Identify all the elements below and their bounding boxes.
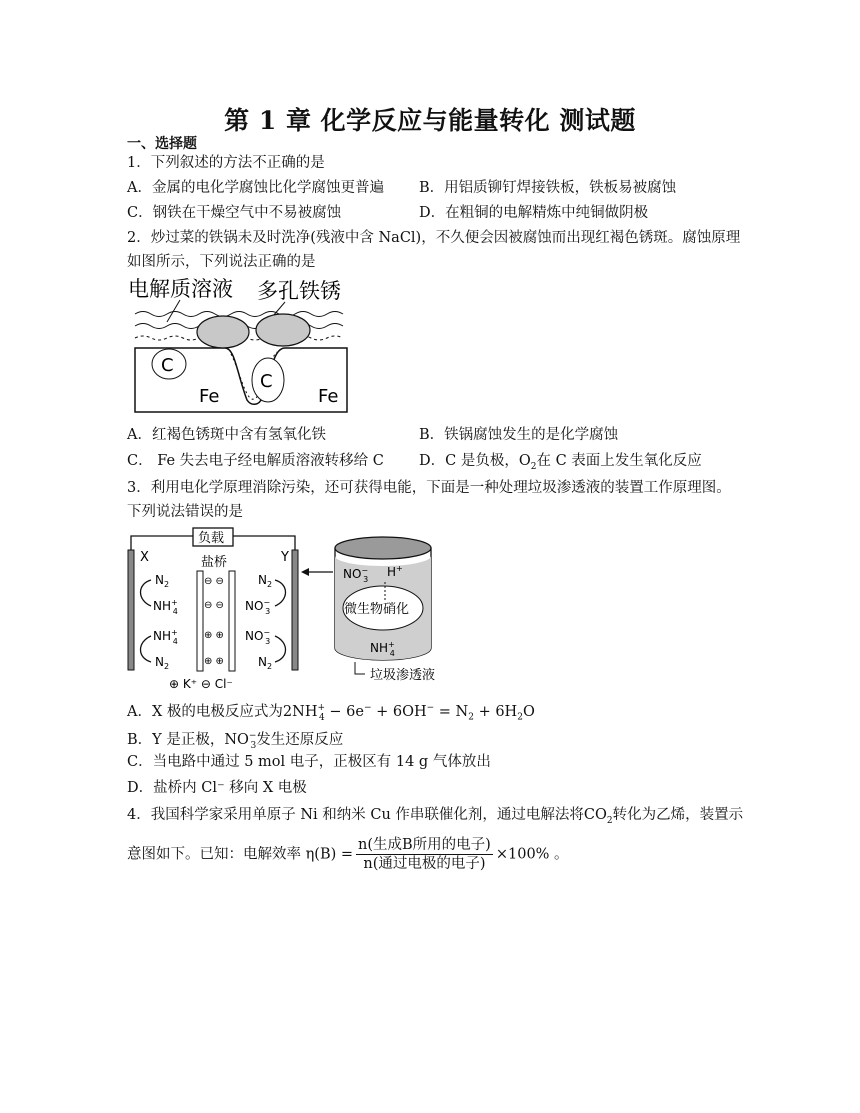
fig-load-label: 负载 — [198, 531, 225, 546]
fig-leachate-label: 垃圾渗透液 — [370, 668, 436, 683]
svg-text:⊕ ⊕: ⊕ ⊕ — [204, 656, 224, 667]
q2-stem-line2: 如图所示，下列说法正确的是 — [127, 254, 316, 270]
fig-y-label: Y — [281, 550, 289, 565]
efficiency-fraction: $\frac{\text{n(生成B所用的电子)}}{\text{n(通过电极的电子)}}$ — [358, 837, 491, 872]
fig-microbe-label: 微生物硝化 — [344, 602, 410, 617]
q2-option-d: D．C 是负极，$O_2$在 C 表面上发生氧化反应 — [419, 453, 702, 472]
q1-option-b: B．用铝质铆钉焊接铁板，铁板易被腐蚀 — [419, 180, 677, 196]
fig-ions-label: ⊕ K⁺ ⊖ Cl⁻ — [169, 677, 233, 691]
svg-text:⊖ ⊖: ⊖ ⊖ — [204, 600, 224, 611]
fig-fe-label-1: Fe — [199, 386, 220, 407]
svg-text:N2: $N_2$ — [155, 573, 170, 589]
fig-c-label-1: C — [161, 355, 174, 376]
svg-text:N2: $N_2$ — [155, 655, 170, 671]
fig-label-rust: 多孔铁锈 — [257, 279, 341, 303]
q2-corrosion-figure — [125, 274, 355, 419]
svg-text:NO−3: NO− 3 — [245, 628, 271, 646]
fig-saltbridge-label: 盐桥 — [201, 555, 228, 570]
page-title: 第 1 章 化学反应与能量转化 测试题 — [224, 106, 636, 135]
q3-stem-line1: 3．利用电化学原理消除污染，还可获得电能，下面是一种处理垃圾渗透液的装置工作原理图。 — [127, 480, 731, 496]
q1-option-d: D．在粗铜的电解精炼中纯铜做阴极 — [419, 205, 649, 221]
q2-option-c: C． Fe 失去电子经电解质溶液转移给 C — [127, 453, 384, 469]
q3-option-a: A．X 极的电极反应式为$2NH^+_4 - 6e^- + 6OH^- = N_2 + 6H_2O$ — [127, 703, 535, 723]
q2-stem-line1: 2．炒过菜的铁锅未及时洗净(残液中含 NaCl)，不久便会因被腐蚀而出现红褐色锈斑。腐蚀原理 — [127, 230, 741, 246]
svg-text:⊕ ⊕: ⊕ ⊕ — [204, 630, 224, 641]
q1-option-c: C．钢铁在干燥空气中不易被腐蚀 — [127, 205, 342, 221]
q2-option-b: B．铁锅腐蚀发生的是化学腐蚀 — [419, 427, 619, 443]
q2-option-a: A．红褐色锈斑中含有氢氧化铁 — [127, 427, 326, 443]
section-heading: 一、选择题 — [127, 136, 197, 152]
q3-option-d: D．盐桥内 Cl⁻ 移向 X 电极 — [127, 780, 307, 796]
fig-label-electrolyte: 电解质溶液 — [128, 277, 233, 301]
svg-text:NH+4: NH+ 4 — [153, 598, 178, 616]
svg-text:⊖ ⊖: ⊖ ⊖ — [204, 576, 224, 587]
svg-text:NO−3: NO− 3 — [343, 566, 369, 584]
svg-text:NO−3: NO− 3 — [245, 598, 271, 616]
fig-fe-label-2: Fe — [318, 386, 339, 407]
svg-text:N2: $N_2$ — [258, 655, 273, 671]
q3-stem-line2: 下列说法错误的是 — [127, 504, 243, 520]
fig-x-label: X — [140, 550, 149, 565]
q3-option-c: C．当电路中通过 5 mol 电子，正极区有 14 g 气体放出 — [127, 754, 491, 770]
q3-option-b: B．Y 是正极，$NO^-_3$发生还原反应 — [127, 731, 344, 751]
svg-text:N2: $N_2$ — [258, 573, 273, 589]
q4-stem-line2: 意图如下。已知：电解效率 η(B) = $\frac{\text{n(生成B所用的电子)}}{\text{n(通过电极的电子)}}$ ×100% 。 — [127, 837, 569, 872]
svg-text:NH+4: NH+ 4 — [370, 640, 395, 658]
svg-text:H+: H+ — [387, 564, 403, 579]
q1-option-a: A．金属的电化学腐蚀比化学腐蚀更普遍 — [127, 180, 384, 196]
q4-stem-line1: 4．我国科学家采用单原子 Ni 和纳米 Cu 作串联催化剂，通过电解法将$CO_2$转化为乙烯，装置示 — [127, 807, 744, 826]
q1-stem: 1．下列叙述的方法不正确的是 — [127, 155, 325, 171]
fig-c-label-2: C — [260, 371, 273, 392]
q3-cell-figure — [125, 526, 465, 691]
svg-text:NH+4: NH+ 4 — [153, 628, 178, 646]
